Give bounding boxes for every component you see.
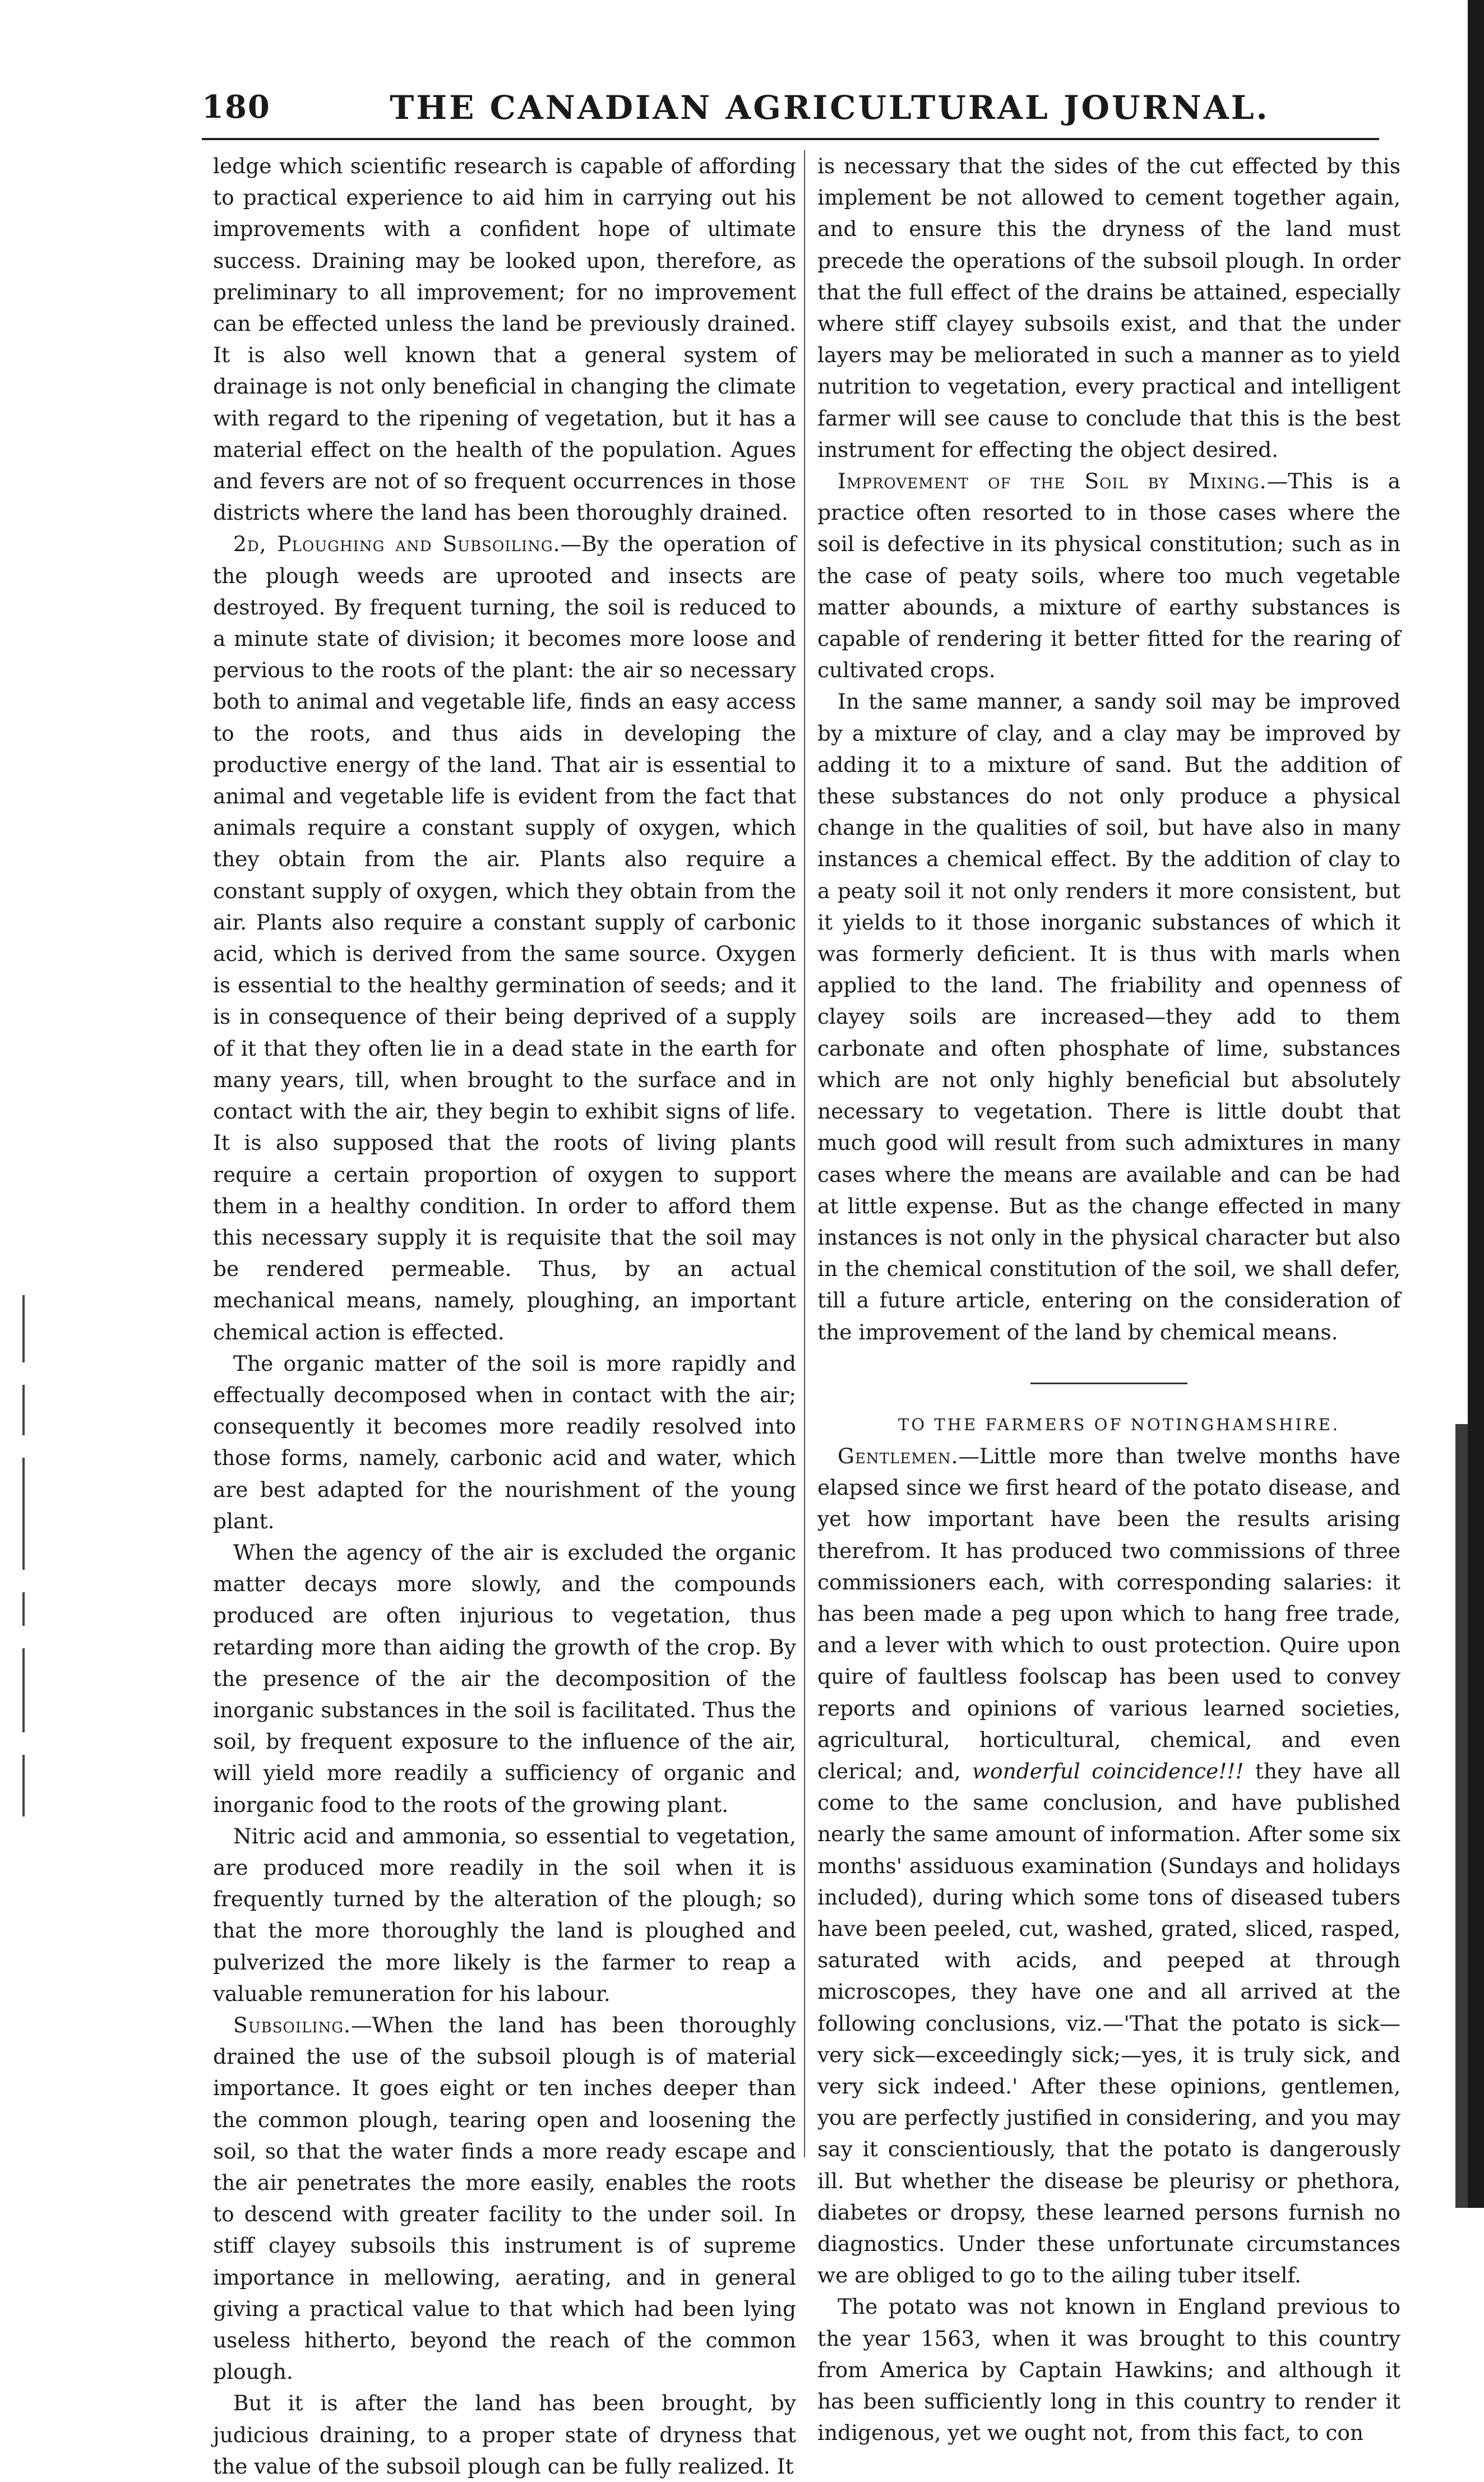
article-heading: TO THE FARMERS OF NOTINGHAMSHIRE. (898, 1415, 1340, 1434)
paragraph: Improvement of the Soil by Mixing.—This is a practice often resorted to in those cases where the soil is defective in its physical constitution; such as in the case of peaty soils, where too much vegetable matter abounds, a mixture of earthy substances is capable of rendering it better fitted for the rearing of cultivated crops. (817, 469, 1400, 683)
paragraph: The organic matter of the soil is more rapidly and effectually decomposed when in contact with the air; consequently it becomes more readily resolved into those forms, namely, carbonic acid and water, which are best adapted for the nourishment of the young plant. (213, 1351, 796, 1533)
paragraph: The potato was not known in England previous to the year 1563, when it was brought to this country from America by Captain Hawkins; and although it has been sufficiently long in this country to render it indigenous, yet we ought not, from this fact, to con (817, 2294, 1400, 2446)
paragraph: Gentlemen.—Little more than twelve months have elapsed since we first heard of the potato disease, and yet how important have been the results arising therefrom. It has produced two commissions of three commissioners each, with corresponding salaries: it has been made a peg upon which to hang free trade, and a lever with which to oust protection. Quire upon quire of faultless foolscap has been used to convey reports and opinions of various learned societies, agricultural, horticultural, chemical, and even clerical; and, wonderful coincidence!!! they have all come to the same conclusion, and have published nearly the same amount of information. After some six months' assiduous examination (Sundays and holidays included), during which some tons of diseased tubers have been peeled, cut, washed, grated, sliced, rasped, saturated with acids, and peeped at through microscopes, they have one and all arrived at the following conclusions, viz.—'That the potato is sick—very sick—exceedingly sick;—yes, it is truly sick, and very sick indeed.' After these opinions, gentlemen, you are perfectly justified in considering, and you may say it conscientiously, that the potato is dangerously ill. But whether the disease be pleurisy or phethora, diabetes or dropsy, these learned persons furnish no diagnostics. Under these unfortunate circumstances we are obliged to go to the ailing tuber itself. (817, 1443, 1400, 2288)
section-lead: Improvement of the Soil by Mixing. (838, 469, 1267, 494)
left-column (213, 150, 796, 2482)
header-rule (202, 138, 1379, 140)
column-divider (804, 150, 805, 2157)
paragraph: In the same manner, a sandy soil may be improved by a mixture of clay, and a clay may be improved by adding it to a mixture of sand. But the addition of these substances do not only produce a physical change in the qualities of soil, but have also in many instances a chemical effect. By the addition of clay to a peaty soil it not only renders it more consistent, but it yields to it those inorganic substances of which it was formerly deficient. It is thus with marls when applied to the land. The friability and openness of clayey soils are increased—they add to them carbonate and often phosphate of lime, substances which are not only highly beneficial but absolutely necessary to vegetation. There is little doubt that much good will result from such admixtures in many cases where the means are available and can be had at little expense. But as the change effected in many instances is not only in the physical character but also in the chemical constitution of the soil, we shall defer, till a future article, entering on the consideration of the improvement of the land by chemical means. (817, 689, 1400, 1344)
margin-marks (22, 1295, 30, 1901)
section-rule (1030, 1383, 1187, 1384)
section-lead: Subsoiling. (233, 2012, 352, 2037)
paragraph: When the agency of the air is excluded the organic matter decays more slowly, and the compounds produced are often injurious to vegetation, thus retarding more than aiding the growth of the crop. By the presence of the air the decomposition of the inorganic substances in the soil is facilitated. Thus the soil, by frequent exposure to the influence of the air, will yield more readily a sufficiency of organic and inorganic food to the roots of the growing plant. (213, 1540, 796, 1817)
paragraph: is necessary that the sides of the cut effected by this implement be not allowed to cement together again, and to ensure this the dryness of the land must precede the operations of the subsoil plough. In order that the full effect of the drains be attained, especially where stiff clayey subsoils exist, and that the under layers may be meliorated in such a manner as to yield nutrition to vegetation, every practical and intelligent farmer will see cause to conclude that this is the best instrument for effecting the object desired. (817, 154, 1400, 462)
journal-title: THE CANADIAN AGRICULTURAL JOURNAL. (390, 89, 1270, 127)
paragraph: Nitric acid and ammonia, so essential to vegetation, are produced more readily in the soil when it is frequently turned by the alteration of the plough; so that the more thoroughly the land is ploughed and pulverized the more likely is the farmer to reap a valuable remuneration for his labour. (213, 1823, 796, 2006)
page-number: 180 (202, 89, 271, 126)
italic-exclamation: wonderful coincidence!!! (972, 1758, 1244, 1783)
right-column (817, 150, 1400, 2448)
salutation: Gentlemen. (838, 1443, 959, 1468)
section-lead: 2d, Ploughing and Subsoiling. (233, 531, 561, 557)
binding-shadow (1455, 1424, 1468, 2208)
binding-edge (1468, 0, 1484, 2208)
paragraph: Subsoiling.—When the land has been thoroughly drained the use of the subsoil plough is of material importance. It goes eight or ten inches deeper than the common plough, tearing open and loosening the soil, so that the water finds a more ready escape and the air penetrates the more easily, enables the roots to descend with greater facility to the under soil. In stiff clayey subsoils this instrument is of supreme importance in mellowing, aerating, and in general giving a practical value to that which had been lying useless hitherto, beyond the reach of the common plough. (213, 2012, 796, 2384)
page-header (202, 89, 1446, 128)
paragraph: But it is after the land has been brought, by judicious draining, to a proper state of dryness that the value of the subsoil plough can be fully realized. It (213, 2391, 796, 2479)
paragraph: ledge which scientific research is capable of affording to practical experience to aid him in carrying out his improvements with a confident hope of ultimate success. Draining may be looked upon, therefore, as preliminary to all improvement; for no improvement can be effected unless the land be previously drained. It is also well known that a general system of drainage is not only beneficial in changing the climate with regard to the ripening of vegetation, but it has a material effect on the health of the population. Agues and fevers are not of so frequent occurrences in those districts where the land has been thoroughly drained. (213, 154, 796, 525)
paragraph: 2d, Ploughing and Subsoiling.—By the operation of the plough weeds are uprooted and insects are destroyed. By frequent turning, the soil is reduced to a minute state of division; it becomes more loose and pervious to the roots of the plant: the air so necessary both to animal and vegetable life, finds an easy access to the roots, and thus aids in developing the productive energy of the land. That air is essential to animal and vegetable life is evident from the fact that animals require a constant supply of oxygen, which they obtain from the air. Plants also require a constant supply of oxygen, which they obtain from the air. Plants also require a constant supply of carbonic acid, which is derived from the same source. Oxygen is essential to the healthy germination of seeds; and it is in consequence of their being deprived of a supply of it that they often lie in a dead state in the earth for many years, till, when brought to the surface and in contact with the air, they begin to exhibit signs of life. It is also supposed that the roots of living plants require a certain proportion of oxygen to support them in a healthy condition. In order to afford them this necessary supply it is requisite that the soil may be rendered permeable. Thus, by an actual mechanical means, namely, ploughing, an important chemical action is effected. (213, 531, 796, 1344)
